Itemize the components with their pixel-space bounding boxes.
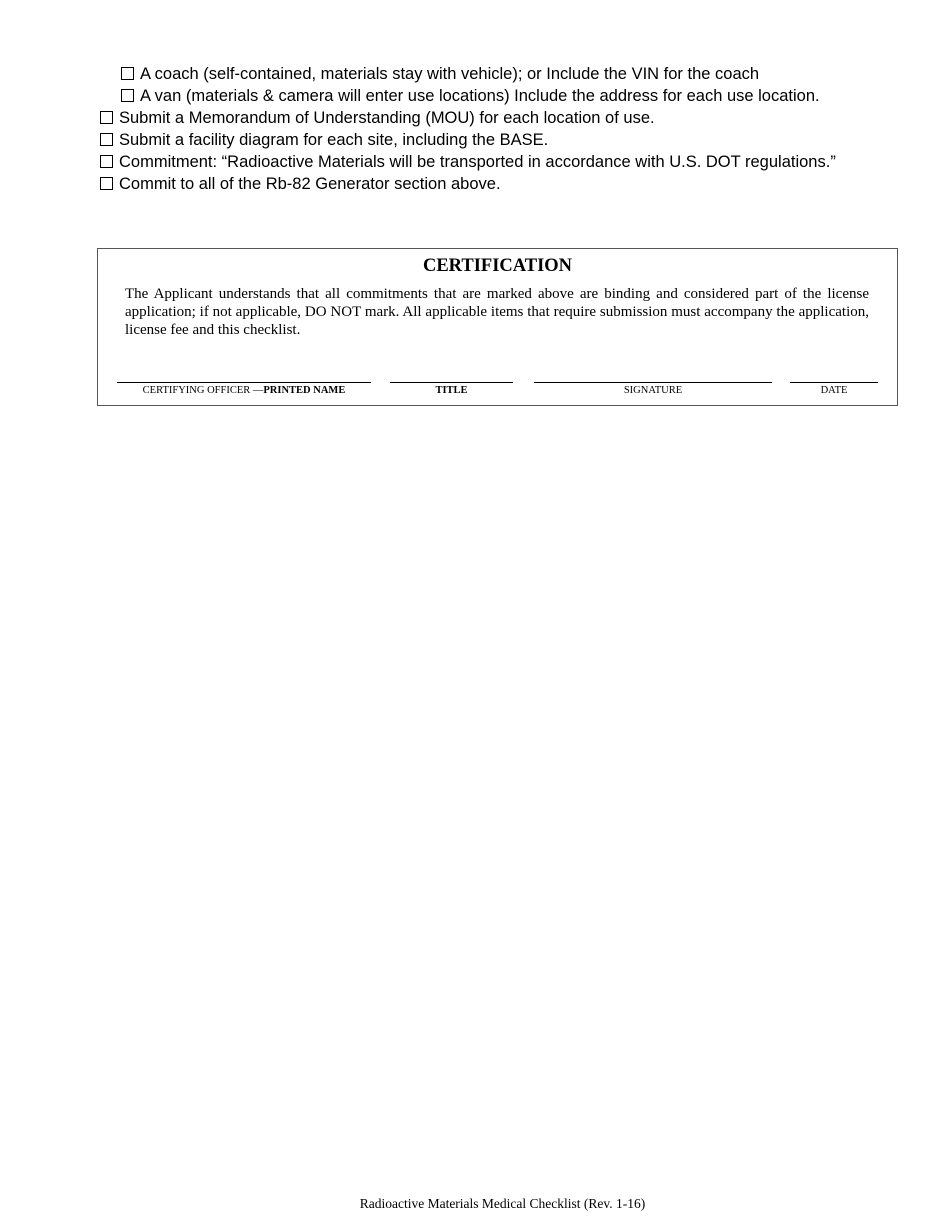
- signature-label: SIGNATURE: [623, 385, 683, 396]
- checkbox[interactable]: [121, 67, 134, 80]
- checklist-item-label: Submit a facility diagram for each site, including the BASE.: [119, 131, 549, 149]
- officer-label-prefix: CERTIFYING OFFICER —: [142, 385, 264, 396]
- checklist-item-facility-diagram[interactable]: [0, 129, 950, 151]
- checklist-item-dot-commitment[interactable]: [0, 151, 950, 173]
- checklist-item-label: Commit to all of the Rb-82 Generator section above.: [119, 175, 501, 193]
- checklist-item-rb82-commitment[interactable]: [0, 173, 950, 195]
- printed-name-label: [117, 385, 371, 396]
- page-footer: [0, 1196, 950, 1212]
- checklist-item-coach[interactable]: [0, 63, 950, 85]
- certification-box: [97, 248, 898, 406]
- title-label: TITLE: [435, 385, 468, 396]
- footer-text: Radioactive Materials Medical Checklist (Rev. 1-16): [359, 1196, 646, 1211]
- checklist-item-mou[interactable]: [0, 107, 950, 129]
- checklist-item-label: A coach (self-contained, materials stay with vehicle); or Include the VIN for the coach: [140, 65, 760, 83]
- checkbox[interactable]: [100, 155, 113, 168]
- certification-title: CERTIFICATION: [422, 256, 573, 276]
- certification-statement: The Applicant understands that all commitments that are marked above are binding and considered part of the license application; if not applicable, DO NOT mark. All applicable items that require submission must accompany the application, license fee and this checklist.: [125, 286, 869, 338]
- checklist-item-label: A van (materials & camera will enter use locations) Include the address for each use location.: [140, 87, 820, 105]
- title-line[interactable]: [390, 382, 513, 383]
- signature-line[interactable]: [534, 382, 772, 383]
- checklist-item-label: Commitment: “Radioactive Materials will be transported in accordance with U.S. DOT regulations.”: [119, 153, 836, 171]
- checklist-item-van[interactable]: [0, 85, 950, 107]
- date-label: DATE: [820, 385, 848, 396]
- date-line[interactable]: [790, 382, 878, 383]
- checkbox[interactable]: [100, 111, 113, 124]
- checklist-item-label: Submit a Memorandum of Understanding (MOU) for each location of use.: [119, 109, 655, 127]
- checkbox[interactable]: [121, 89, 134, 102]
- officer-label-bold: PRINTED NAME: [263, 385, 346, 396]
- printed-name-line[interactable]: [117, 382, 371, 383]
- checkbox[interactable]: [100, 133, 113, 146]
- requirements-checklist: [0, 63, 950, 195]
- checkbox[interactable]: [100, 177, 113, 190]
